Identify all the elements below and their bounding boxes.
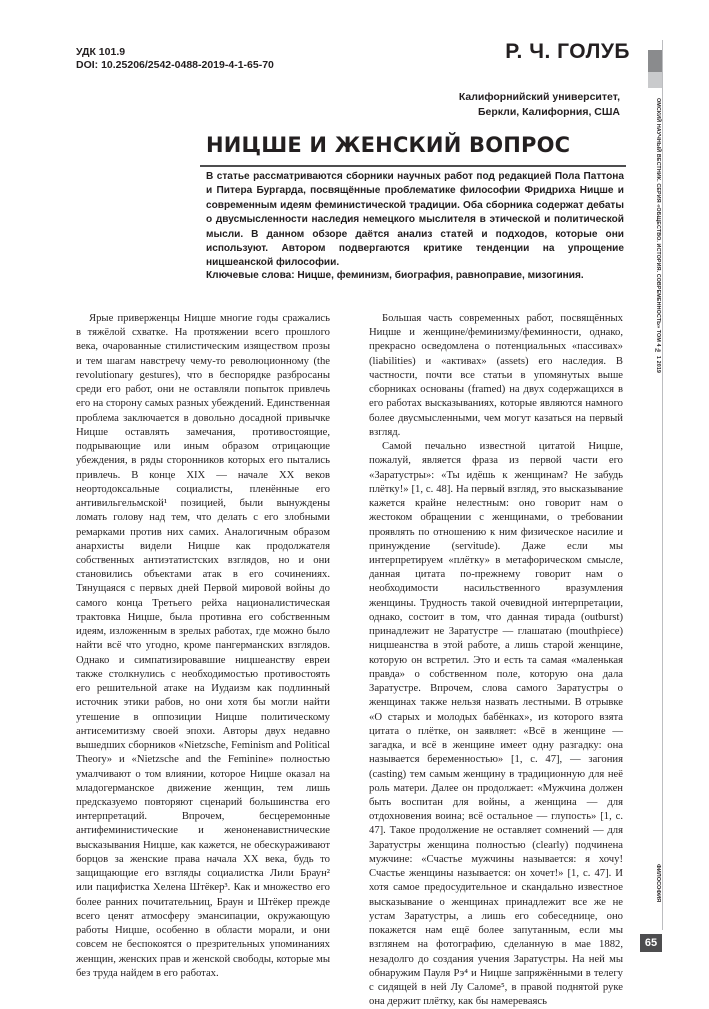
journal-running-title: ОМСКИЙ НАУЧНЫЙ ВЕСТНИК. СЕРИЯ «ОБЩЕСТВО. ИСТОРИЯ. СОВРЕМЕННОСТЬ» ТОМ 4 № 1 2019: [655, 98, 661, 374]
udk-code: УДК 101.9: [76, 46, 126, 58]
udk-block: [76, 46, 376, 72]
article-title: НИЦШЕ И ЖЕНСКИЙ ВОПРОС: [206, 133, 571, 157]
affiliation: [400, 90, 620, 120]
side-rule: [662, 40, 663, 930]
author-name: Р. Ч. ГОЛУБ: [505, 40, 630, 63]
side-band-dark: [648, 50, 662, 72]
page-number: 65: [640, 934, 662, 952]
paragraph: Большая часть современных работ, посвящённых Ницше и женщине/феминизму/феминности, однако, прекрасно осведомлена о потенциальных «пассивах» (liabilities) и «активах» (assets) его наследия. В частности, почти все статьи в упомянутых выше сборниках основаны (framed) на двух содержащихся в его работах высказываниях, которые являются намного более двусмысленными, чем могут казаться на первый взгляд.: [369, 313, 623, 438]
title-divider: [200, 165, 626, 167]
side-band-light: [648, 72, 662, 88]
paragraph: Самой печально известной цитатой Ницше, пожалуй, является фраза из первой части его «Заратустры»: «Ты идёшь к женщинам? Не забудь плётку!» [1, с. 48]. На первый взгляд, это высказывание кажется крайне нелестным: оно говорит нам о жестоком обращении с женщинами, о требовании проявлять по отношению к ним физическое насилие и принуждение (servitude). Даже если мы интерпретируем «плётку» в метафорическом смысле, данная цитата по-прежнему говорит нам о необходимости насильственного вразумления женщины. Трудность такой очевидной интерпретации, однако, состоит в том, что данная тирада (outburst) принадлежит не Заратустре — глашатаю (mouthpiece) ницшеанства в этой работе, а лишь старой женщине, которую он встретил. Это и есть та самая «маленькая правда» о собственном поле, которую она дала Заратустре. Впрочем, слова самого Заратустры о женщинах также нельзя назвать лестными. В отрывке «О старых и молодых бабёнках», из которого взята цитата о плётке, он заявляет: «Всё в женщине — загадка, и всё в женщине имеет одну разгадку: она называется беременностью» [1, с. 47], — загония (casting) тем самым женщину в традиционную для неё роль матери. Далее он продолжает: «Мужчина должен быть воспитан для войны, а женщина — для отдохновения воина; всё остальное — глупость» [1, с. 47]. Такое продолжение не оставляет сомнений — для Заратустры женщина полностью (clearly) подчинена мужчине: «Счастье мужчины называется: я хочу! Счастье женщины называется: он хочет!» [1, с. 47]. И хотя самое предосудительное и скандально известное высказывание о женщинах принадлежит все же не устам Заратустры, а лишь его собеседнице, оно покажется нам ещё более запутанным, если мы взглянем на фотографию, сделанную в мае 1882, незадолго до создания учения Заратустры. На ней мы обнаружим Пауля Рэ⁴ и Ницше запряжёнными в телегу с сидящей в ней Лу Саломе⁵, в правой поднятой руке она держит плётку, как бы намереваясь: [369, 441, 623, 1008]
keywords: Ключевые слова: Ницше, феминизм, биография, равноправие, мизогиния.: [206, 270, 584, 281]
affiliation-line-2: Беркли, Калифорния, США: [478, 106, 620, 118]
affiliation-line-1: Калифорнийский университет,: [458, 91, 620, 103]
body-column-left: [76, 312, 330, 979]
paragraph: Ярые приверженцы Ницше многие годы сражались в тяжёлой схватке. На протяжении всего прошлого века, очарованные стилистическим изяществом прозы и тем шагам навстречу чему-то революционному (the revolutionary gestures), что в беспорядке разбросаны среди его работ, они не оставляли попыток привлечь его на сторону самых разных убеждений. Единственная проблема заключается в довольно досадной привычке Ницше оставлять замечания, противостоящие, подрывающие или иным образом отрицающие убеждения, в ряды сторонников которых его пытались привлечь. В конце XIX — начале XX веков неортодоксальные социалисты, пленённые его антивильгельмской¹ позицией, были вынуждены ломать голову над тем, что делать с его злобными ремарками против них самих. Аналогичным образом анархисты видели Ницше как продолжателя собственных антиэтатистских взглядов, но и они становились объектами атак в его сочинениях. Тянущаяся с первых дней Первой мировой войны до самого конца Третьего рейха националистическая трактовка Ницше, была противна его собственным идеям, изложенным в зрелых работах, где можно было найти всё что угодно, кроме пангерманских взглядов. Однако и симпатизировавшие ницшеанству евреи также столкнулись с необходимостью противостоять его решительной атаке на Иудаизм как подлинный источник этики рабов, но они хотя бы могли найти утешение в оппозиции Ницше политическому антисемитизму своей эпохи. Авторы двух недавно вышедших сборников «Nietzsche, Feminism and Political Theory» и «Nietzsche and the Feminine» полностью умалчивают о том влиянии, которое Ницше оказал на младогерманское движение женщин, тем лишь предсказуемо повторяют сценарий большинства его интерпретаций. Впрочем, бесцеремонные антифеминистические и женоненавистнические высказывания Ницше, как кажется, не обескураживают борцов за женские права начала XX века, будь то защищающие его взгляды социалистка Лили Браун² или пацифистка Хелена Штёкер³. Как и множество его более ранних почитательниц, Браун и Штёкер прежде всего ценят атмосферу эмансипации, окружающую работы Ницше, особенно в области морали, и они совсем не беспокоятся о презрительных упоминаниях женщин, женских прав и женской свободы, которые мы без труда найдем в его работах.: [76, 313, 330, 979]
body-column-right: [369, 312, 623, 1008]
doi: DOI: 10.25206/2542-0488-2019-4-1-65-70: [76, 59, 274, 71]
section-label: ФИЛОСОФИЯ: [655, 864, 661, 903]
abstract: В статье рассматриваются сборники научных работ под редакцией Пола Паттона и Питера Бургарда, посвящённые проблематике философии Фридриха Ницше и современным идеям феминистической традиции. Оба сборника содержат дебаты о двусмысленности наследия немецкого мыслителя в этической и политической мысли. В данном обзоре даётся анализ статей и подходов, которые они используют. Автором подвергаются критике тенденции на упрощение ницшеанской философии.: [206, 171, 624, 269]
